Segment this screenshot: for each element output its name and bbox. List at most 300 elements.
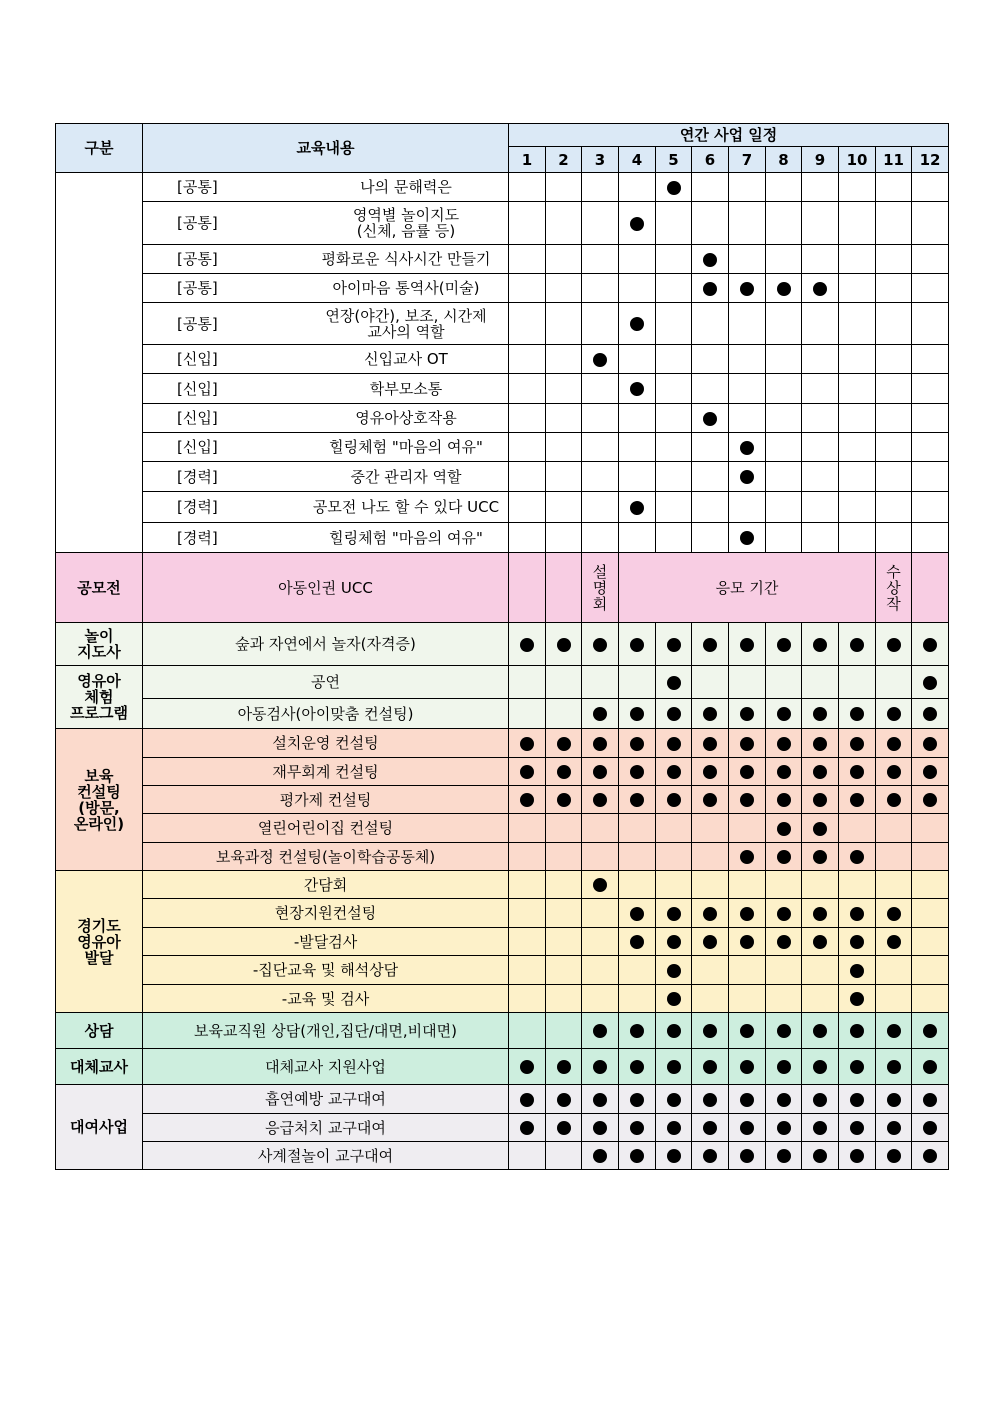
month-cell (912, 956, 949, 985)
table-row (56, 492, 949, 523)
month-cell (619, 462, 656, 492)
month-cell (729, 1049, 766, 1085)
month-cell (912, 1114, 949, 1142)
month-cell (656, 786, 692, 814)
month-cell (912, 985, 949, 1013)
scheduled-dot (667, 676, 681, 690)
month-cell (802, 245, 839, 274)
month-cell (582, 202, 619, 245)
scheduled-dot (777, 737, 791, 751)
content-tag: [신입] (177, 379, 218, 398)
month-cell (802, 345, 839, 374)
scheduled-dot (520, 793, 534, 807)
scheduled-dot (703, 737, 717, 751)
scheduled-dot (813, 793, 827, 807)
month-cell (729, 404, 766, 433)
header-category: 구분 (56, 124, 143, 173)
scheduled-dot (740, 531, 754, 545)
scheduled-dot (630, 217, 644, 231)
category-cell: 공모전 (56, 553, 143, 623)
month-cell (582, 899, 619, 928)
scheduled-dot (703, 935, 717, 949)
scheduled-dot (813, 737, 827, 751)
month-cell (876, 786, 912, 814)
scheduled-dot (923, 1024, 937, 1038)
content-cell: 대체교사 지원사업 (143, 1049, 509, 1085)
content-cell: -발달검사 (143, 928, 509, 956)
month-cell (582, 173, 619, 202)
content-tag: [공통] (177, 178, 218, 196)
content-tag: [공통] (177, 279, 218, 297)
month-cell (729, 758, 766, 786)
month-cell (582, 623, 619, 666)
month-cell (619, 758, 656, 786)
month-cell (729, 928, 766, 956)
scheduled-dot (557, 1093, 571, 1107)
content-tag: [신입] (177, 409, 218, 427)
month-cell (692, 1049, 729, 1085)
table-row (56, 173, 949, 202)
header-month-1: 1 (509, 147, 546, 173)
content-cell (143, 492, 509, 523)
month-cell (656, 274, 692, 303)
scheduled-dot (740, 907, 754, 921)
content-text: 학부모소통 (369, 379, 443, 398)
scheduled-dot (740, 282, 754, 296)
scheduled-dot (813, 822, 827, 836)
month-cell (619, 523, 656, 553)
month-cell (839, 666, 876, 699)
month-cell (912, 758, 949, 786)
month-cell (912, 202, 949, 245)
table-row (56, 814, 949, 843)
month-cell (509, 1013, 546, 1049)
month-cell (546, 492, 582, 523)
month-cell (729, 1142, 766, 1170)
month-cell (692, 985, 729, 1013)
month-cell (582, 245, 619, 274)
month-cell (509, 666, 546, 699)
scheduled-dot (703, 1121, 717, 1135)
content-cell: 공연 (143, 666, 509, 699)
month-cell (912, 404, 949, 433)
scheduled-dot (630, 1149, 644, 1163)
month-cell (802, 523, 839, 553)
scheduled-dot (520, 737, 534, 751)
scheduled-dot (777, 793, 791, 807)
month-cell (656, 523, 692, 553)
scheduled-dot (557, 793, 571, 807)
month-cell (839, 786, 876, 814)
month-cell (912, 433, 949, 462)
month-cell (656, 843, 692, 871)
month-cell (729, 462, 766, 492)
scheduled-dot (630, 1121, 644, 1135)
scheduled-dot (923, 676, 937, 690)
month-cell (509, 1049, 546, 1085)
month-cell (546, 699, 582, 729)
month-cell (619, 956, 656, 985)
content-cell: 평가제 컨설팅 (143, 786, 509, 814)
scheduled-dot (667, 1121, 681, 1135)
month-cell (656, 202, 692, 245)
month-cell (509, 899, 546, 928)
content-text: 공모전 나도 할 수 있다 UCC (312, 498, 500, 516)
month-cell (692, 345, 729, 374)
scheduled-dot (630, 1024, 644, 1038)
month-cell (692, 758, 729, 786)
month-cell (546, 1142, 582, 1170)
note-briefing: 설 명 회 (582, 553, 619, 623)
month-cell (802, 899, 839, 928)
month-cell (582, 1085, 619, 1114)
scheduled-dot (777, 1149, 791, 1163)
month-cell (729, 956, 766, 985)
month-cell (802, 843, 839, 871)
content-cell (143, 303, 509, 345)
note-award: 수 상 작 (876, 553, 912, 623)
month-cell (619, 699, 656, 729)
month-cell (509, 843, 546, 871)
scheduled-dot (813, 707, 827, 721)
scheduled-dot (923, 707, 937, 721)
month-cell (912, 523, 949, 553)
scheduled-dot (887, 1149, 901, 1163)
month-cell (656, 303, 692, 345)
content-cell: 흡연예방 교구대여 (143, 1085, 509, 1114)
scheduled-dot (630, 793, 644, 807)
header-month-9: 9 (802, 147, 839, 173)
note-application-period: 응모 기간 (619, 553, 876, 623)
month-cell (729, 202, 766, 245)
content-cell (143, 202, 509, 245)
month-cell (582, 699, 619, 729)
content-cell (143, 173, 509, 202)
month-cell (692, 729, 729, 758)
month-cell (802, 956, 839, 985)
month-cell (619, 1049, 656, 1085)
scheduled-dot (887, 765, 901, 779)
scheduled-dot (667, 964, 681, 978)
month-cell (839, 1013, 876, 1049)
month-cell (692, 462, 729, 492)
month-cell (619, 245, 656, 274)
scheduled-dot (740, 793, 754, 807)
month-cell (802, 1114, 839, 1142)
month-cell (582, 433, 619, 462)
month-cell (619, 1142, 656, 1170)
month-cell (766, 245, 802, 274)
month-cell (839, 202, 876, 245)
scheduled-dot (850, 1149, 864, 1163)
month-cell (582, 1142, 619, 1170)
content-tag: [경력] (177, 528, 218, 547)
month-cell (656, 345, 692, 374)
month-cell (729, 492, 766, 523)
month-cell (766, 374, 802, 404)
month-cell (876, 345, 912, 374)
month-cell (839, 173, 876, 202)
month-cell (509, 523, 546, 553)
month-cell (876, 303, 912, 345)
scheduled-dot (850, 992, 864, 1006)
month-cell (546, 899, 582, 928)
header-month-11: 11 (876, 147, 912, 173)
scheduled-dot (777, 935, 791, 949)
month-cell (546, 871, 582, 899)
month-cell (582, 814, 619, 843)
content-cell (143, 345, 509, 374)
month-cell (766, 1142, 802, 1170)
month-cell (802, 729, 839, 758)
month-cell (509, 1114, 546, 1142)
content-text: 나의 문해력은 (360, 178, 452, 196)
month-cell (839, 523, 876, 553)
header-month-2: 2 (546, 147, 582, 173)
content-cell: 재무회계 컨설팅 (143, 758, 509, 786)
month-cell (582, 729, 619, 758)
scheduled-dot (667, 793, 681, 807)
month-cell (692, 245, 729, 274)
content-cell (143, 274, 509, 303)
month-cell (876, 374, 912, 404)
month-cell (656, 666, 692, 699)
scheduled-dot (667, 1093, 681, 1107)
month-cell (839, 843, 876, 871)
month-cell (656, 699, 692, 729)
month-cell (546, 303, 582, 345)
month-cell (656, 492, 692, 523)
month-cell (619, 1114, 656, 1142)
month-cell (692, 699, 729, 729)
month-cell (546, 985, 582, 1013)
month-cell (582, 985, 619, 1013)
month-cell (912, 303, 949, 345)
month-cell (876, 202, 912, 245)
table-row (56, 729, 949, 758)
scheduled-dot (850, 964, 864, 978)
table-row (56, 1049, 949, 1085)
scheduled-dot (593, 1121, 607, 1135)
month-cell (619, 928, 656, 956)
month-cell (656, 985, 692, 1013)
month-cell (766, 814, 802, 843)
month-cell (692, 899, 729, 928)
month-cell (619, 899, 656, 928)
month-cell (656, 758, 692, 786)
content-cell: 숲과 자연에서 놀자(자격증) (143, 623, 509, 666)
scheduled-dot (703, 707, 717, 721)
month-cell (656, 814, 692, 843)
scheduled-dot (740, 850, 754, 864)
content-text: 아이마음 통역사(미술) (332, 279, 480, 297)
scheduled-dot (630, 317, 644, 331)
month-cell (692, 928, 729, 956)
content-cell (143, 523, 509, 553)
scheduled-dot (740, 765, 754, 779)
table-row (56, 843, 949, 871)
month-cell (729, 374, 766, 404)
month-cell (692, 843, 729, 871)
month-cell (619, 274, 656, 303)
scheduled-dot (593, 353, 607, 367)
scheduled-dot (887, 1024, 901, 1038)
month-cell (839, 274, 876, 303)
month-cell (619, 623, 656, 666)
month-cell (766, 462, 802, 492)
scheduled-dot (593, 1024, 607, 1038)
month-cell (876, 462, 912, 492)
month-cell (876, 1085, 912, 1114)
scheduled-dot (777, 1093, 791, 1107)
month-cell (802, 1013, 839, 1049)
month-cell (582, 786, 619, 814)
scheduled-dot (703, 253, 717, 267)
month-cell (656, 374, 692, 404)
content-cell: 보육교직원 상담(개인,집단/대면,비대면) (143, 1013, 509, 1049)
scheduled-dot (667, 935, 681, 949)
header-month-6: 6 (692, 147, 729, 173)
scheduled-dot (593, 737, 607, 751)
month-cell (839, 404, 876, 433)
month-cell (509, 1085, 546, 1114)
month-cell (912, 462, 949, 492)
month-cell (692, 666, 729, 699)
table-row (56, 202, 949, 245)
month-cell (692, 173, 729, 202)
month-cell (509, 699, 546, 729)
scheduled-dot (703, 282, 717, 296)
month-cell (546, 814, 582, 843)
month-cell (876, 666, 912, 699)
month-cell (766, 523, 802, 553)
month-cell (509, 303, 546, 345)
scheduled-dot (667, 765, 681, 779)
month-cell (546, 928, 582, 956)
month-cell (619, 985, 656, 1013)
month-cell (766, 699, 802, 729)
month-cell (582, 928, 619, 956)
scheduled-dot (630, 1060, 644, 1074)
scheduled-dot (923, 1060, 937, 1074)
scheduled-dot (667, 1024, 681, 1038)
month-cell (839, 729, 876, 758)
month-cell (656, 173, 692, 202)
scheduled-dot (850, 1060, 864, 1074)
month-cell (582, 666, 619, 699)
scheduled-dot (923, 737, 937, 751)
month-cell (546, 843, 582, 871)
month-cell (802, 433, 839, 462)
scheduled-dot (630, 501, 644, 515)
header-month-10: 10 (839, 147, 876, 173)
scheduled-dot (777, 1060, 791, 1074)
scheduled-dot (557, 638, 571, 652)
scheduled-dot (740, 1121, 754, 1135)
content-cell (143, 374, 509, 404)
month-cell (619, 786, 656, 814)
month-cell (766, 786, 802, 814)
month-cell (729, 433, 766, 462)
scheduled-dot (850, 1121, 864, 1135)
month-cell (619, 871, 656, 899)
scheduled-dot (740, 1060, 754, 1074)
month-cell (839, 374, 876, 404)
month-cell (692, 786, 729, 814)
month-cell (692, 202, 729, 245)
table-row (56, 956, 949, 985)
month-cell (802, 699, 839, 729)
month-cell (802, 462, 839, 492)
month-cell (582, 871, 619, 899)
content-tag: [신입] (177, 350, 218, 368)
scheduled-dot (667, 638, 681, 652)
table-row (56, 404, 949, 433)
header-month-4: 4 (619, 147, 656, 173)
scheduled-dot (703, 1149, 717, 1163)
month-cell (546, 173, 582, 202)
month-cell (912, 1013, 949, 1049)
month-cell (766, 623, 802, 666)
table-row (56, 433, 949, 462)
month-cell (692, 492, 729, 523)
month-cell (546, 345, 582, 374)
category-cell: 대여사업 (56, 1085, 143, 1170)
month-cell (619, 814, 656, 843)
month-cell (729, 666, 766, 699)
month-cell (582, 956, 619, 985)
scheduled-dot (703, 1060, 717, 1074)
month-cell (619, 729, 656, 758)
month-cell (876, 899, 912, 928)
month-cell (912, 814, 949, 843)
month-cell (912, 729, 949, 758)
scheduled-dot (777, 850, 791, 864)
month-cell (509, 758, 546, 786)
header-schedule: 연간 사업 일정 (509, 124, 949, 147)
scheduled-dot (923, 1149, 937, 1163)
month-cell (766, 173, 802, 202)
month-cell (912, 666, 949, 699)
month-cell (546, 523, 582, 553)
month-cell (509, 1142, 546, 1170)
month-cell (656, 956, 692, 985)
scheduled-dot (850, 737, 864, 751)
month-cell (876, 1049, 912, 1085)
content-text: 연장(야간), 보조, 시간제 교사의 역할 (325, 306, 487, 341)
content-cell: 사계절놀이 교구대여 (143, 1142, 509, 1170)
month-cell (766, 1049, 802, 1085)
month-cell (729, 1013, 766, 1049)
header-month-7: 7 (729, 147, 766, 173)
month-cell (692, 1142, 729, 1170)
scheduled-dot (520, 638, 534, 652)
table-row (56, 871, 949, 899)
scheduled-dot (813, 638, 827, 652)
month-cell (692, 1085, 729, 1114)
month-cell (582, 462, 619, 492)
content-cell: 열린어린이집 컨설팅 (143, 814, 509, 843)
month-cell (729, 303, 766, 345)
month-cell (582, 303, 619, 345)
month-cell (912, 786, 949, 814)
month-cell (839, 1114, 876, 1142)
table-row (56, 1085, 949, 1114)
scheduled-dot (740, 935, 754, 949)
month-cell (766, 274, 802, 303)
month-cell (839, 623, 876, 666)
month-cell (692, 523, 729, 553)
